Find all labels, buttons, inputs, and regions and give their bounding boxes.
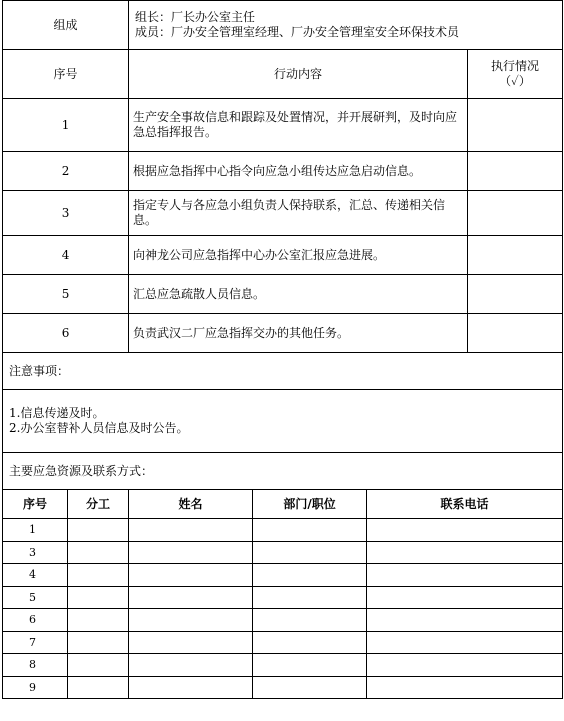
resource-row	[3, 564, 563, 587]
res-phone-cell[interactable]	[367, 541, 563, 564]
action-text: 汇总应急疏散人员信息。	[129, 275, 468, 314]
action-no: 5	[3, 275, 129, 314]
res-name-cell[interactable]	[129, 541, 253, 564]
action-status-cell[interactable]	[468, 314, 563, 353]
res-phone-cell[interactable]	[367, 586, 563, 609]
note-item: 2.办公室替补人员信息及时公告。	[9, 421, 189, 435]
action-no: 4	[3, 236, 129, 275]
resource-row	[3, 609, 563, 632]
res-role-cell[interactable]	[68, 586, 129, 609]
res-dept-cell[interactable]	[253, 586, 367, 609]
res-row-no: 5	[3, 586, 68, 609]
res-dept-cell[interactable]	[253, 609, 367, 632]
action-text: 负责武汉二厂应急指挥交办的其他任务。	[129, 314, 468, 353]
action-row	[3, 236, 563, 275]
action-status-cell[interactable]	[468, 191, 563, 236]
res-role-cell[interactable]	[68, 519, 129, 542]
res-col-phone: 联系电话	[367, 490, 563, 519]
res-row-no: 4	[3, 564, 68, 587]
col-status-header	[468, 50, 563, 99]
res-name-cell[interactable]	[129, 654, 253, 677]
res-col-no: 序号	[3, 490, 68, 519]
res-role-cell[interactable]	[68, 676, 129, 699]
res-dept-cell[interactable]	[253, 676, 367, 699]
col-status-line2: （✓）	[499, 74, 531, 88]
action-no: 3	[3, 191, 129, 236]
action-no: 2	[3, 152, 129, 191]
resource-row	[3, 541, 563, 564]
form-table	[2, 0, 563, 699]
action-text: 根据应急指挥中心指令向应急小组传达应急启动信息。	[129, 152, 468, 191]
resource-row	[3, 654, 563, 677]
res-name-cell[interactable]	[129, 564, 253, 587]
resource-row	[3, 631, 563, 654]
res-role-cell[interactable]	[68, 541, 129, 564]
res-role-cell[interactable]	[68, 654, 129, 677]
notes-title-row	[3, 353, 563, 390]
res-role-cell[interactable]	[68, 564, 129, 587]
res-dept-cell[interactable]	[253, 654, 367, 677]
res-col-dept: 部门/职位	[253, 490, 367, 519]
res-dept-cell[interactable]	[253, 541, 367, 564]
group-members-cell	[129, 1, 563, 50]
res-role-cell[interactable]	[68, 609, 129, 632]
action-status-cell[interactable]	[468, 99, 563, 152]
res-phone-cell[interactable]	[367, 676, 563, 699]
resource-row	[3, 519, 563, 542]
res-name-cell[interactable]	[129, 586, 253, 609]
group-row	[3, 1, 563, 50]
notes-body	[3, 390, 563, 453]
res-phone-cell[interactable]	[367, 564, 563, 587]
action-row	[3, 152, 563, 191]
res-dept-cell[interactable]	[253, 564, 367, 587]
res-phone-cell[interactable]	[367, 609, 563, 632]
notes-title: 注意事项：	[3, 353, 563, 390]
resource-row	[3, 586, 563, 609]
action-no: 1	[3, 99, 129, 152]
col-status-line1: 执行情况	[491, 59, 540, 73]
resources-title-row	[3, 453, 563, 490]
notes-body-row	[3, 390, 563, 453]
resource-row	[3, 676, 563, 699]
action-text: 生产安全事故信息和跟踪及处置情况，并开展研判，及时向应急总指挥报告。	[129, 99, 468, 152]
res-row-no: 8	[3, 654, 68, 677]
res-col-role: 分工	[68, 490, 129, 519]
res-phone-cell[interactable]	[367, 519, 563, 542]
resources-header-row	[3, 490, 563, 519]
action-row	[3, 191, 563, 236]
res-dept-cell[interactable]	[253, 519, 367, 542]
group-label: 组成	[3, 1, 129, 50]
action-row	[3, 99, 563, 152]
action-no: 6	[3, 314, 129, 353]
res-col-name: 姓名	[129, 490, 253, 519]
res-row-no: 1	[3, 519, 68, 542]
res-row-no: 3	[3, 541, 68, 564]
action-text: 向神龙公司应急指挥中心办公室汇报应急进展。	[129, 236, 468, 275]
res-phone-cell[interactable]	[367, 631, 563, 654]
res-dept-cell[interactable]	[253, 631, 367, 654]
col-content-header: 行动内容	[129, 50, 468, 99]
resources-title: 主要应急资源及联系方式：	[3, 453, 563, 490]
res-name-cell[interactable]	[129, 609, 253, 632]
emergency-form	[2, 0, 562, 699]
res-phone-cell[interactable]	[367, 654, 563, 677]
res-role-cell[interactable]	[68, 631, 129, 654]
action-status-cell[interactable]	[468, 236, 563, 275]
note-item: 1.信息传递及时。	[9, 406, 105, 420]
action-status-cell[interactable]	[468, 275, 563, 314]
res-row-no: 7	[3, 631, 68, 654]
res-name-cell[interactable]	[129, 676, 253, 699]
action-status-cell[interactable]	[468, 152, 563, 191]
res-name-cell[interactable]	[129, 519, 253, 542]
group-members: 成员：厂办安全管理室经理、厂办安全管理室安全环保技术员	[135, 25, 460, 39]
res-name-cell[interactable]	[129, 631, 253, 654]
action-row	[3, 275, 563, 314]
res-row-no: 6	[3, 609, 68, 632]
action-text: 指定专人与各应急小组负责人保持联系，汇总、传递相关信息。	[129, 191, 468, 236]
actions-header-row	[3, 50, 563, 99]
col-no-header: 序号	[3, 50, 129, 99]
res-row-no: 9	[3, 676, 68, 699]
action-row	[3, 314, 563, 353]
group-leader: 组长：厂长办公室主任	[135, 10, 256, 24]
